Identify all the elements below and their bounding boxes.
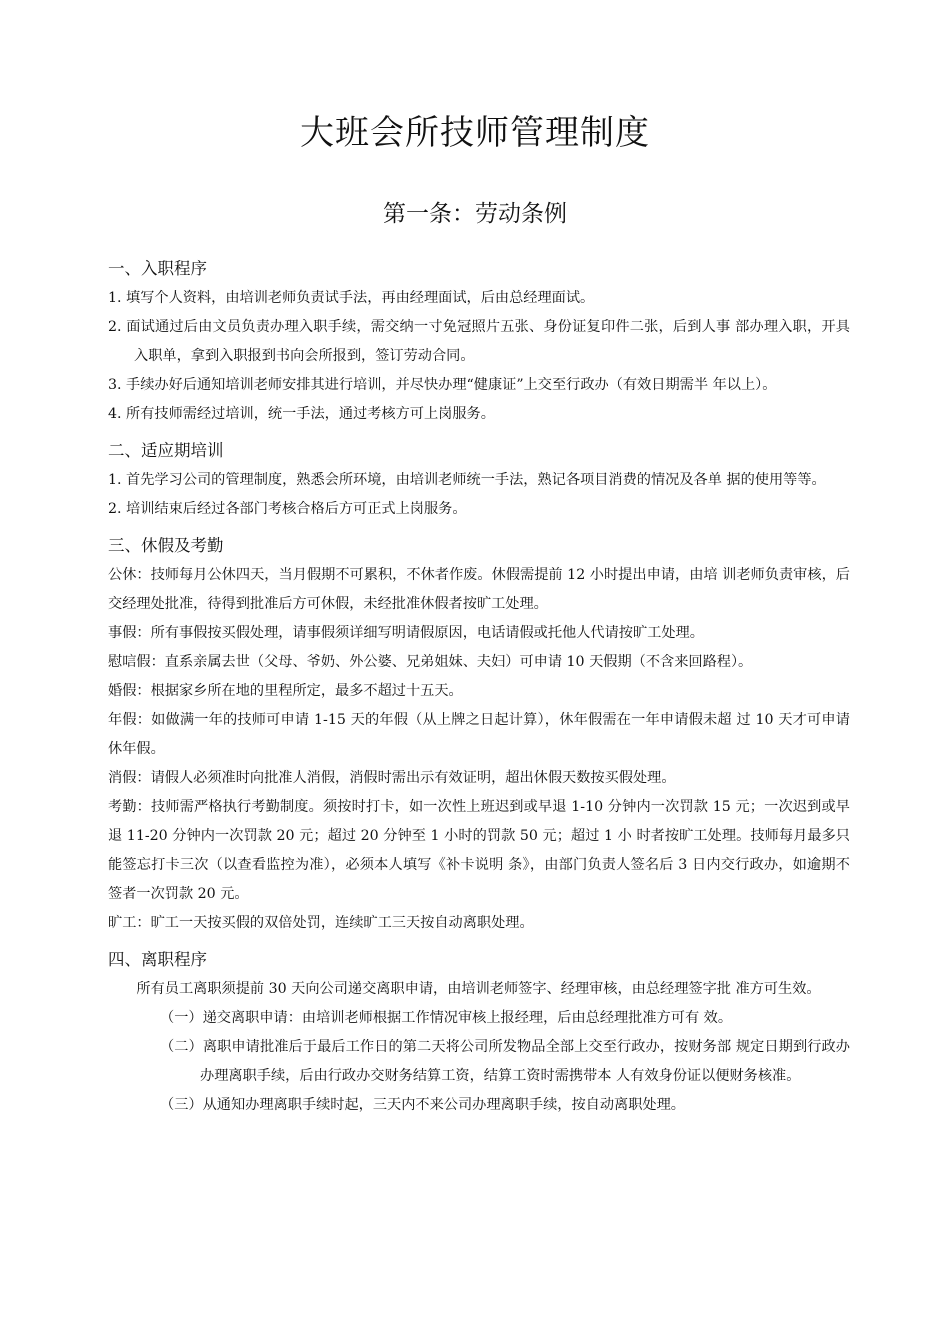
list-item: 2. 培训结束后经过各部门考核合格后方可正式上岗服务。 bbox=[108, 501, 467, 517]
list-item: 4. 所有技师需经过培训，统一手法，通过考核方可上岗服务。 bbox=[108, 406, 495, 422]
document-title: 大班会所技师管理制度 bbox=[300, 113, 650, 153]
list-item: 1. 填写个人资料，由培训老师负责试手法，再由经理面试，后由总经理面试。 bbox=[108, 290, 595, 306]
section-heading-training: 二、适应期培训 bbox=[108, 441, 224, 460]
paragraph-absenteeism: 旷工：旷工一天按买假的双倍处罚，连续旷工三天按自动离职处理。 bbox=[108, 915, 534, 931]
list-item: 2. 面试通过后由文员负责办理入职手续，需交纳一寸免冠照片五张、身份证复印件二张，后到人事 部办理入职，开具入职单，拿到入职报到书向会所报到，签订劳动合同。 bbox=[108, 319, 850, 364]
section-heading-leave: 三、休假及考勤 bbox=[108, 536, 224, 555]
list-item: （一）递交离职申请：由培训老师根据工作情况审核上报经理，后由总经理批准方可有 效。 bbox=[160, 1010, 733, 1026]
document-body bbox=[108, 254, 850, 1120]
paragraph-personal-leave: 事假：所有事假按买假处理，请事假须详细写明请假原因，电话请假或托他人代请按旷工处理。 bbox=[108, 625, 704, 641]
section-heading-resignation: 四、离职程序 bbox=[108, 950, 207, 969]
paragraph-annual-leave: 年假：如做满一年的技师可申请 1-15 天的年假（从上牌之日起计算），休年假需在一年申请假未超 过 10 天才可申请休年假。 bbox=[108, 712, 850, 757]
chapter-title: 第一条：劳动条例 bbox=[383, 201, 567, 227]
paragraph-bereavement-leave: 慰唁假：直系亲属去世（父母、爷奶、外公婆、兄弟姐妹、夫妇）可申请 10 天假期（不含来回路程）。 bbox=[108, 654, 753, 670]
list-item: （三）从通知办理离职手续时起，三天内不来公司办理离职手续，按自动离职处理。 bbox=[160, 1097, 685, 1113]
list-item: （二）离职申请批准后于最后工作日的第二天将公司所发物品全部上交至行政办，按财务部 规定日期到行政办办理离职手续，后由行政办交财务结算工资，结算工资时需携带本 人有效身份证以便财务核准。 bbox=[160, 1039, 850, 1084]
section-heading-onboarding: 一、入职程序 bbox=[108, 259, 207, 278]
list-item: 1. 首先学习公司的管理制度，熟悉会所环境，由培训老师统一手法，熟记各项目消费的情况及各单 据的使用等等。 bbox=[108, 472, 826, 488]
paragraph-public-holiday: 公休：技师每月公休四天，当月假期不可累积，不休者作废。休假需提前 12 小时提出申请，由培 训老师负责审核，后交经理处批准，待得到批准后方可休假，未经批准休假者按旷工处理。 bbox=[108, 567, 850, 612]
paragraph-leave-cancellation: 消假：请假人必须准时向批准人消假，消假时需出示有效证明，超出休假天数按买假处理。 bbox=[108, 770, 676, 786]
paragraph-attendance: 考勤：技师需严格执行考勤制度。须按时打卡，如一次性上班迟到或早退 1-10 分钟内一次罚款 15 元；一次迟到或早退 11-20 分钟内一次罚款 20 元；超过 20 分钟至 1 小时的罚款 50 元；超过 1 小 时者按旷工处理。技师每月最多只能签忘打卡三次（以查看监控为准），必须本人填写《补卡说明 条》，由部门负责人签名后 3 日内交行政办，如逾期不签者一次罚款 20 元。 bbox=[108, 799, 850, 902]
paragraph-resignation-intro: 所有员工离职须提前 30 天向公司递交离职申请，由培训老师签字、经理审核，由总经理签字批 准方可生效。 bbox=[136, 981, 821, 997]
paragraph-marriage-leave: 婚假：根据家乡所在地的里程所定，最多不超过十五天。 bbox=[108, 683, 463, 699]
list-item: 3. 手续办好后通知培训老师安排其进行培训，并尽快办理“健康证”上交至行政办（有效日期需半 年以上）。 bbox=[108, 377, 777, 393]
